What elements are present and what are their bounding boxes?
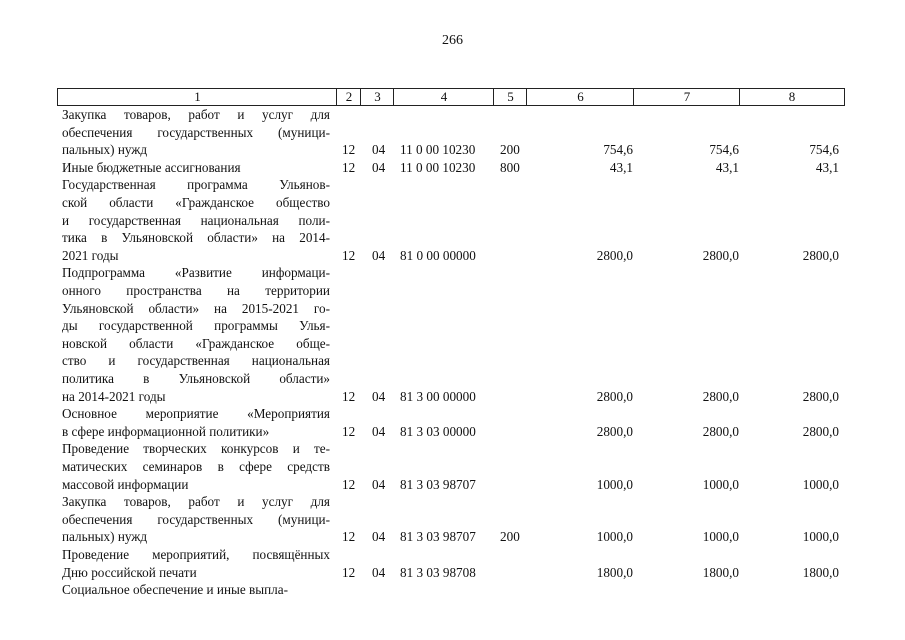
row-value-col8: 1000,0 (802, 476, 839, 492)
row-name-line: Закупка товаров, работ и услуг для (62, 107, 330, 122)
row-name-line: Дню российской печати (62, 564, 197, 580)
table-row (0, 159, 905, 177)
header-col-3: 3 (360, 88, 394, 106)
row-name-line: обеспечения государственных (муници- (62, 124, 330, 140)
row-value-col8: 2800,0 (802, 388, 839, 404)
row-name-line: Закупка товаров, работ и услуг для (62, 494, 330, 510)
row-value-col6: 1800,0 (596, 564, 633, 580)
row-value-col8: 2800,0 (802, 423, 839, 439)
row-expense-type: 800 (500, 159, 520, 175)
page-number: 266 (442, 33, 463, 48)
row-name (62, 493, 330, 546)
row-section: 12 (342, 247, 356, 263)
row-value-col6: 43,1 (609, 159, 633, 175)
row-value-col7: 43,1 (715, 159, 739, 175)
row-subsection: 04 (372, 142, 386, 158)
row-name-line: Социальное обеспечение и иные выпла- (62, 582, 288, 598)
table-header (57, 88, 845, 106)
row-name-line: ство и государственная национальная (62, 353, 330, 369)
row-value-col6: 1000,0 (596, 529, 633, 545)
row-name-line: пальных) нужд (62, 529, 148, 545)
row-value-col7: 1000,0 (702, 529, 739, 545)
header-col-7: 7 (633, 88, 740, 106)
row-target-article: 81 3 03 98707 (400, 476, 476, 492)
header-col-8: 8 (739, 88, 845, 106)
table-row (0, 264, 905, 405)
table-row (0, 176, 905, 264)
row-value-col8: 2800,0 (802, 247, 839, 263)
row-name-line: Иные бюджетные ассигнования (62, 159, 241, 175)
row-target-article: 81 3 03 98708 (400, 564, 476, 580)
row-value-col6: 754,6 (603, 142, 633, 158)
row-value-col8: 43,1 (815, 159, 839, 175)
row-name-line: политика в Ульяновской области» (62, 370, 330, 386)
row-section: 12 (342, 564, 356, 580)
row-value-col7: 2800,0 (702, 247, 739, 263)
row-target-article: 81 0 00 00000 (400, 247, 476, 263)
row-name-line: онного пространства на территории (62, 282, 330, 298)
row-name-line: Государственная программа Ульянов- (62, 177, 330, 193)
row-value-col8: 754,6 (809, 142, 839, 158)
row-target-article: 11 0 00 10230 (400, 159, 476, 175)
row-name-line: массовой информации (62, 476, 189, 492)
row-name (62, 106, 330, 159)
table-row (0, 546, 905, 581)
row-name-line: пальных) нужд (62, 142, 148, 158)
row-target-article: 81 3 03 00000 (400, 423, 476, 439)
row-section: 12 (342, 142, 356, 158)
row-subsection: 04 (372, 388, 386, 404)
table-row (0, 405, 905, 440)
table-row (0, 440, 905, 493)
row-value-col8: 1800,0 (802, 564, 839, 580)
header-col-5: 5 (493, 88, 527, 106)
row-name (62, 546, 330, 581)
row-name (62, 264, 330, 405)
row-name-line: обеспечения государственных (муници- (62, 511, 330, 527)
row-name-line: Подпрограмма «Развитие информаци- (62, 265, 330, 281)
row-name (62, 176, 330, 264)
row-name-line: в сфере информационной политики» (62, 423, 270, 439)
header-col-6: 6 (526, 88, 634, 106)
row-name-line: Проведение творческих конкурсов и те- (62, 441, 330, 457)
row-name-line: матических семинаров в сфере средств (62, 458, 330, 474)
row-subsection: 04 (372, 476, 386, 492)
row-name-line: Проведение мероприятий, посвящённых (62, 547, 330, 562)
row-subsection: 04 (372, 159, 386, 175)
row-section: 12 (342, 529, 356, 545)
table-row (0, 106, 905, 159)
row-expense-type: 200 (500, 529, 520, 545)
row-name-line: ской области «Гражданское общество (62, 194, 330, 210)
row-name-line: на 2014-2021 годы (62, 388, 166, 404)
row-name-line: Основное мероприятие «Мероприятия (62, 406, 330, 422)
row-name-line: и государственная национальная поли- (62, 212, 330, 228)
row-name-line: новской области «Гражданское обще- (62, 335, 330, 351)
row-value-col6: 2800,0 (596, 247, 633, 263)
row-name-line: 2021 годы (62, 247, 119, 263)
row-section: 12 (342, 159, 356, 175)
row-value-col7: 2800,0 (702, 423, 739, 439)
row-expense-type: 200 (500, 142, 520, 158)
row-name (62, 405, 330, 440)
row-value-col7: 1000,0 (702, 476, 739, 492)
header-col-1: 1 (57, 88, 337, 106)
row-value-col7: 2800,0 (702, 388, 739, 404)
row-value-col7: 1800,0 (702, 564, 739, 580)
row-value-col6: 2800,0 (596, 423, 633, 439)
row-target-article: 11 0 00 10230 (400, 142, 476, 158)
row-value-col7: 754,6 (709, 142, 739, 158)
row-subsection: 04 (372, 423, 386, 439)
row-subsection: 04 (372, 247, 386, 263)
row-name (62, 159, 330, 177)
row-name-line: тика в Ульяновской области» на 2014- (62, 230, 330, 246)
row-name (62, 581, 330, 599)
row-name-line: ды государственной программы Улья- (62, 318, 330, 334)
row-value-col6: 1000,0 (596, 476, 633, 492)
row-section: 12 (342, 476, 356, 492)
table-row (0, 493, 905, 546)
row-section: 12 (342, 423, 356, 439)
row-name-line: Ульяновской области» на 2015-2021 го- (62, 300, 330, 316)
row-target-article: 81 3 03 98707 (400, 529, 476, 545)
row-section: 12 (342, 388, 356, 404)
table-row (0, 581, 905, 599)
header-col-2: 2 (336, 88, 361, 106)
row-value-col8: 1000,0 (802, 529, 839, 545)
row-value-col6: 2800,0 (596, 388, 633, 404)
header-col-4: 4 (393, 88, 494, 106)
row-subsection: 04 (372, 529, 386, 545)
row-name (62, 440, 330, 493)
row-target-article: 81 3 00 00000 (400, 388, 476, 404)
row-subsection: 04 (372, 564, 386, 580)
